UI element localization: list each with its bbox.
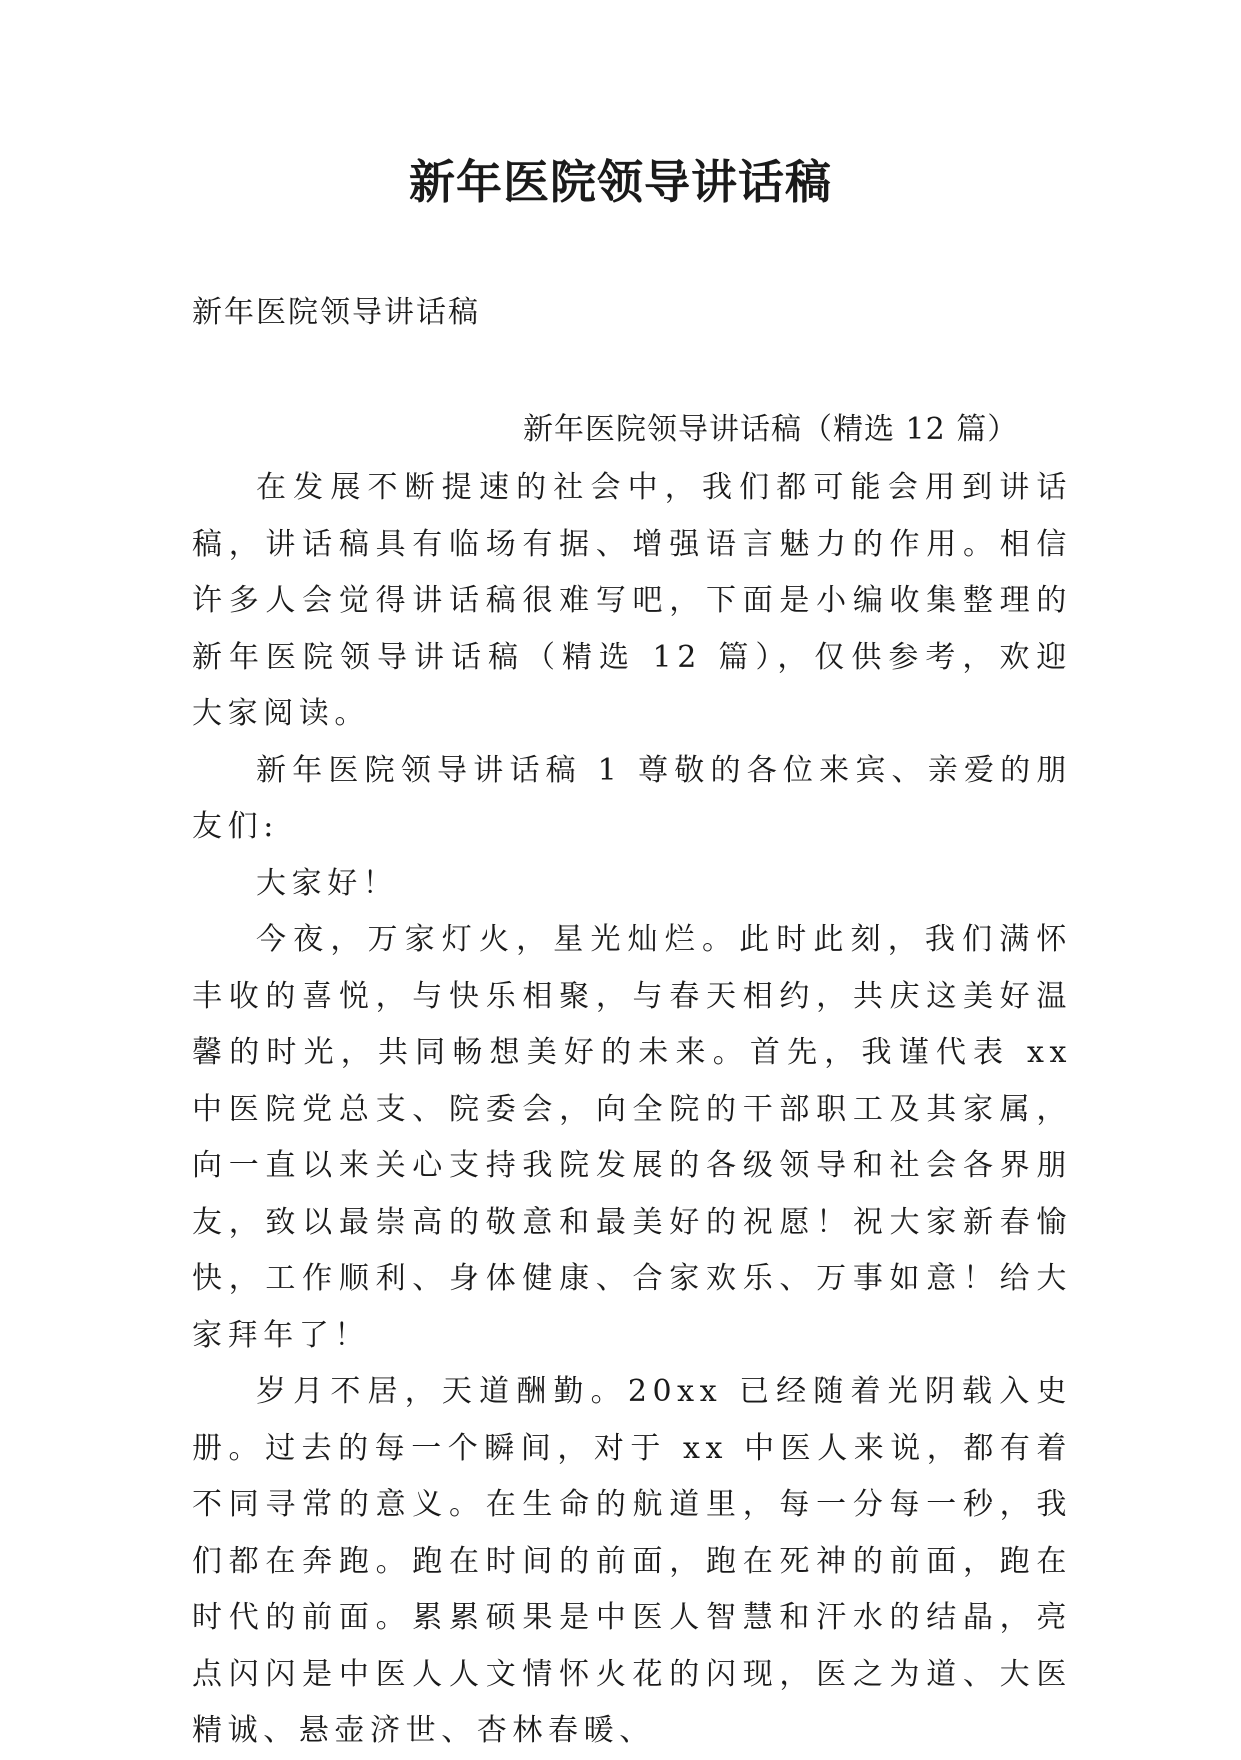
body-paragraph: 今夜，万家灯火，星光灿烂。此时此刻，我们满怀丰收的喜悦，与快乐相聚，与春天相约，共庆这美好温馨的时光，共同畅想美好的未来。首先，我谨代表 xx 中医院党总支、院委会，向全院的干部职工及其家属，向一直以来关心支持我院发展的各级领导和社会各界朋友，致以最崇高的敬意和最美好的祝愿！祝大家新春愉快，工作顺利、身体健康、合家欢乐、万事如意！给大家拜年了！ (192, 922, 1072, 1353)
document-title: 新年医院领导讲话稿 (409, 155, 832, 209)
body-paragraph: 岁月不居，天道酬勤。20xx 已经随着光阴载入史册。过去的每一个瞬间，对于 xx 中医人来说，都有着不同寻常的意义。在生命的航道里，每一分每一秒，我们都在奔跑。跑在时间的前面，跑在死神的前面，跑在时代的前面。累累硕果是中医人智慧和汗水的结晶，亮点闪闪是中医人人文情怀火花的闪现，医之为道、大医精诚、悬壶济世、杏林春暖、 (192, 1374, 1072, 1748)
greeting-paragraph: 大家好！ (256, 865, 399, 901)
section-heading: 新年医院领导讲话稿（精选 12 篇） (523, 412, 1019, 447)
intro-paragraph: 在发展不断提速的社会中，我们都可能会用到讲话稿，讲话稿具有临场有据、增强语言魅力的作用。相信许多人会觉得讲话稿很难写吧，下面是小编收集整理的新年医院领导讲话稿（精选 12 篇），仅供参考，欢迎大家阅读。 (192, 470, 1072, 731)
speech-opening: 新年医院领导讲话稿 1 尊敬的各位来宾、亲爱的朋友们: (192, 752, 1072, 844)
document-subtitle: 新年医院领导讲话稿 (192, 295, 480, 330)
document-body (192, 460, 1072, 1760)
